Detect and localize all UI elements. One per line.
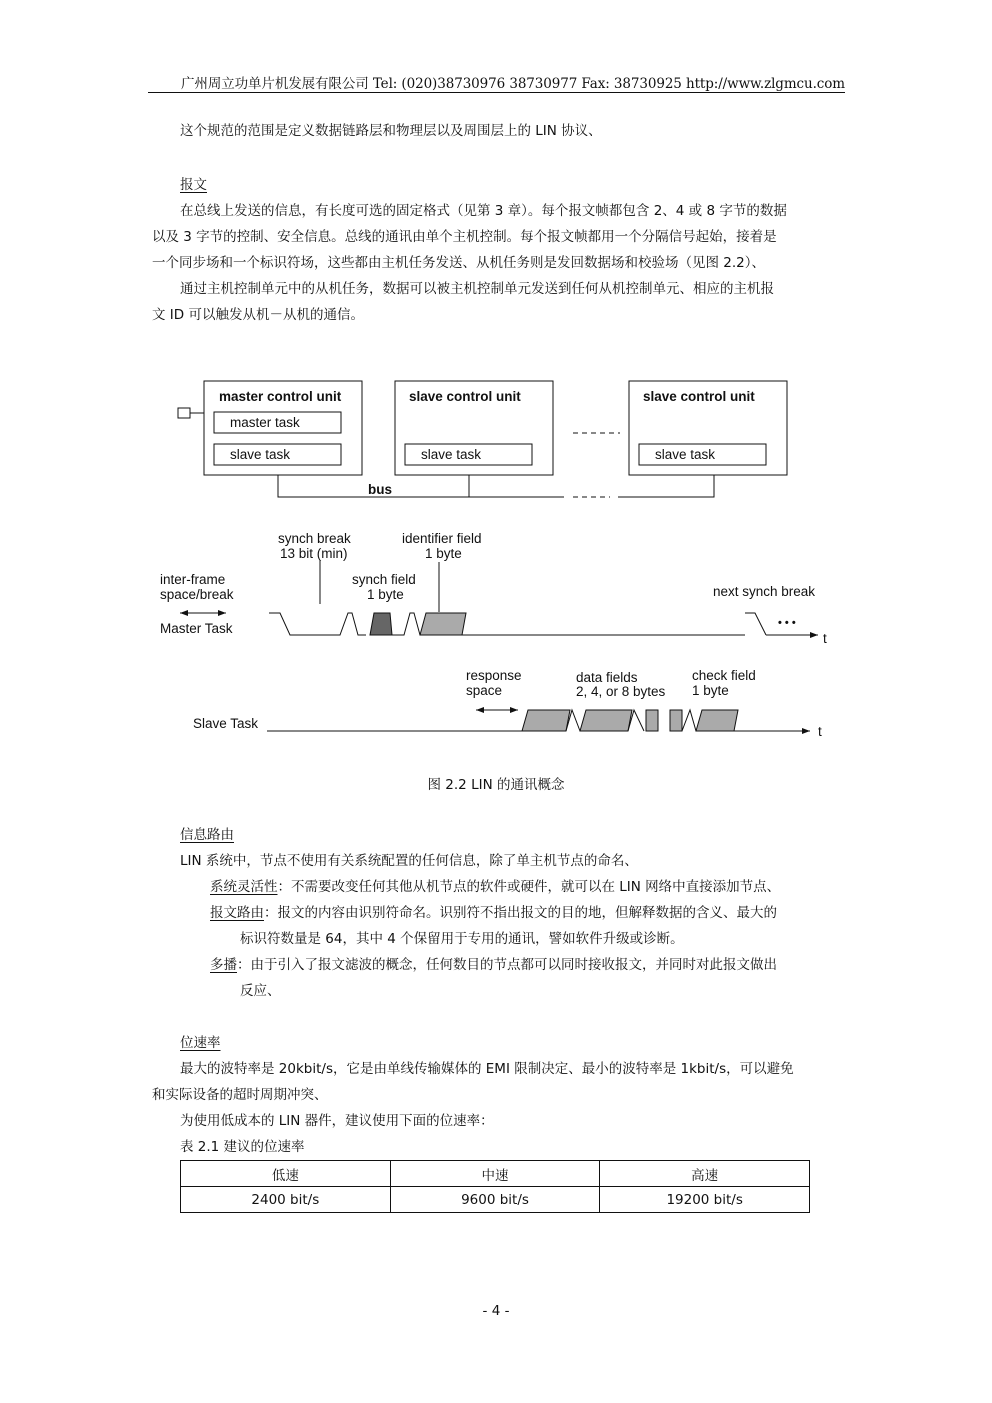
heading-bitrate: 位速率 [180, 1035, 221, 1051]
check-field-block [696, 710, 738, 731]
routing-route-line [210, 900, 777, 926]
slave-task-2-label: slave task [655, 447, 716, 462]
data-byte-1 [522, 710, 570, 731]
table-header-cell: 低速 [181, 1161, 391, 1187]
flex-term: 系统灵活性 [210, 879, 278, 895]
master-signal-start [269, 613, 366, 635]
lin-communication-figure [150, 370, 850, 750]
multi-term: 多播 [210, 957, 237, 973]
master-task-row-label: Master Task [160, 621, 233, 636]
message-line-3: 一个同步场和一个标识符场，这些都由主机任务发送、从机任务则是发回数据场和校验场（见图 2.2）、 [152, 255, 766, 271]
data-fields-label-2: 2, 4, or 8 bytes [576, 684, 666, 699]
bus-line-left [278, 475, 564, 497]
interframe-label-1: inter-frame [160, 572, 226, 587]
synch-field-block [370, 613, 392, 635]
data-byte-3 [646, 710, 658, 731]
slave-unit-2-label: slave control unit [643, 389, 755, 404]
synch-break-label-2: 13 bit (min) [280, 546, 348, 561]
multi-text: ：由于引入了报文滤波的概念，任何数目的节点都可以同时接收报文，并同时对此报文做出 [237, 957, 777, 973]
bitrate-table [180, 1160, 810, 1213]
bus-label: bus [368, 482, 393, 497]
table-cell: 2400 bit/s [181, 1187, 391, 1213]
connector-icon [178, 408, 190, 418]
table-header-cell: 高速 [600, 1161, 810, 1187]
slave-unit-1-label: slave control unit [409, 389, 521, 404]
master-task-label: master task [230, 415, 300, 430]
response-label-2: space [466, 683, 503, 698]
page-number: - 4 - [482, 1303, 510, 1319]
heading-message: 报文 [180, 177, 207, 193]
route-text: ：报文的内容由识别符命名。识别符不指出报文的目的地，但解释数据的含义、最大的 [264, 905, 777, 921]
table-cell: 9600 bit/s [390, 1187, 600, 1213]
routing-multi-line-2: 反应、 [240, 983, 281, 999]
intro-paragraph: 这个规范的范围是定义数据链路层和物理层以及周围层上的 LIN 协议、 [180, 123, 602, 139]
table-header-cell: 中速 [390, 1161, 600, 1187]
routing-multi-line [210, 952, 777, 978]
next-break-edge [745, 613, 766, 635]
master-ellipsis: • • • [778, 617, 796, 629]
data-byte-4 [670, 710, 682, 731]
next-synch-label: next synch break [713, 584, 816, 599]
slave-task-row-label: Slave Task [193, 716, 259, 731]
data-byte-2 [580, 710, 632, 731]
routing-route-line-2: 标识符数量是 64，其中 4 个保留用于专用的通讯，譬如软件升级或诊断。 [240, 931, 684, 947]
slave-time-label: t [818, 724, 822, 739]
interframe-label-2: space/break [160, 587, 234, 602]
bitrate-line-1: 最大的波特率是 20kbit/s，它是由单线传输媒体的 EMI 限制决定、最小的波特率是 1kbit/s，可以避免 [180, 1061, 794, 1077]
flex-text: ：不需要改变任何其他从机节点的软件或硬件，就可以在 LIN 网络中直接添加节点、 [277, 879, 781, 895]
table-caption: 表 2.1 建议的位速率 [180, 1139, 305, 1155]
message-line-2: 以及 3 字节的控制、安全信息。总线的通讯由单个主机控制。每个报文帧都用一个分隔信号起始，接着是 [152, 229, 777, 245]
table-header-row [181, 1161, 810, 1187]
header-rule [148, 92, 845, 93]
master-time-label: t [823, 631, 827, 646]
bitrate-line-2: 和实际设备的超时周期冲突、 [152, 1087, 328, 1103]
routing-flex-line [210, 874, 780, 900]
check-field-label-1: check field [692, 668, 756, 683]
table-cell: 19200 bit/s [600, 1187, 810, 1213]
synch-break-label-1: synch break [278, 531, 351, 546]
message-line-5: 文 ID 可以触发从机－从机的通信。 [152, 307, 364, 323]
figure-caption: 图 2.2 LIN 的通讯概念 [427, 777, 565, 793]
master-slave-task-label: slave task [230, 447, 291, 462]
synch-field-label-2: 1 byte [367, 587, 404, 602]
identifier-label-1: identifier field [402, 531, 482, 546]
identifier-block [420, 613, 466, 635]
table-row [181, 1187, 810, 1213]
bus-line-right [618, 475, 714, 497]
data-fields-label-1: data fields [576, 670, 638, 685]
slave-task-1-label: slave task [421, 447, 482, 462]
message-line-4: 通过主机控制单元中的从机任务，数据可以被主机控制单元发送到任何从机控制单元、相应的主机报 [180, 281, 774, 297]
message-line-1: 在总线上发送的信息，有长度可选的固定格式（见第 3 章）。每个报文帧都包含 2、4 或 8 字节的数据 [180, 203, 787, 219]
routing-line-1: LIN 系统中，节点不使用有关系统配置的任何信息，除了单主机节点的命名、 [180, 853, 638, 869]
bitrate-line-3: 为使用低成本的 LIN 器件，建议使用下面的位速率： [180, 1113, 494, 1129]
check-field-label-2: 1 byte [692, 683, 729, 698]
route-term: 报文路由 [210, 905, 264, 921]
synch-field-label-1: synch field [352, 572, 416, 587]
response-label-1: response [466, 668, 522, 683]
page-header: 广州周立功单片机发展有限公司 Tel: (020)38730976 38730977 Fax: 38730925 http://www.zlgmcu.com [181, 76, 845, 92]
heading-routing: 信息路由 [180, 827, 234, 843]
master-unit-label: master control unit [219, 389, 342, 404]
identifier-label-2: 1 byte [425, 546, 462, 561]
